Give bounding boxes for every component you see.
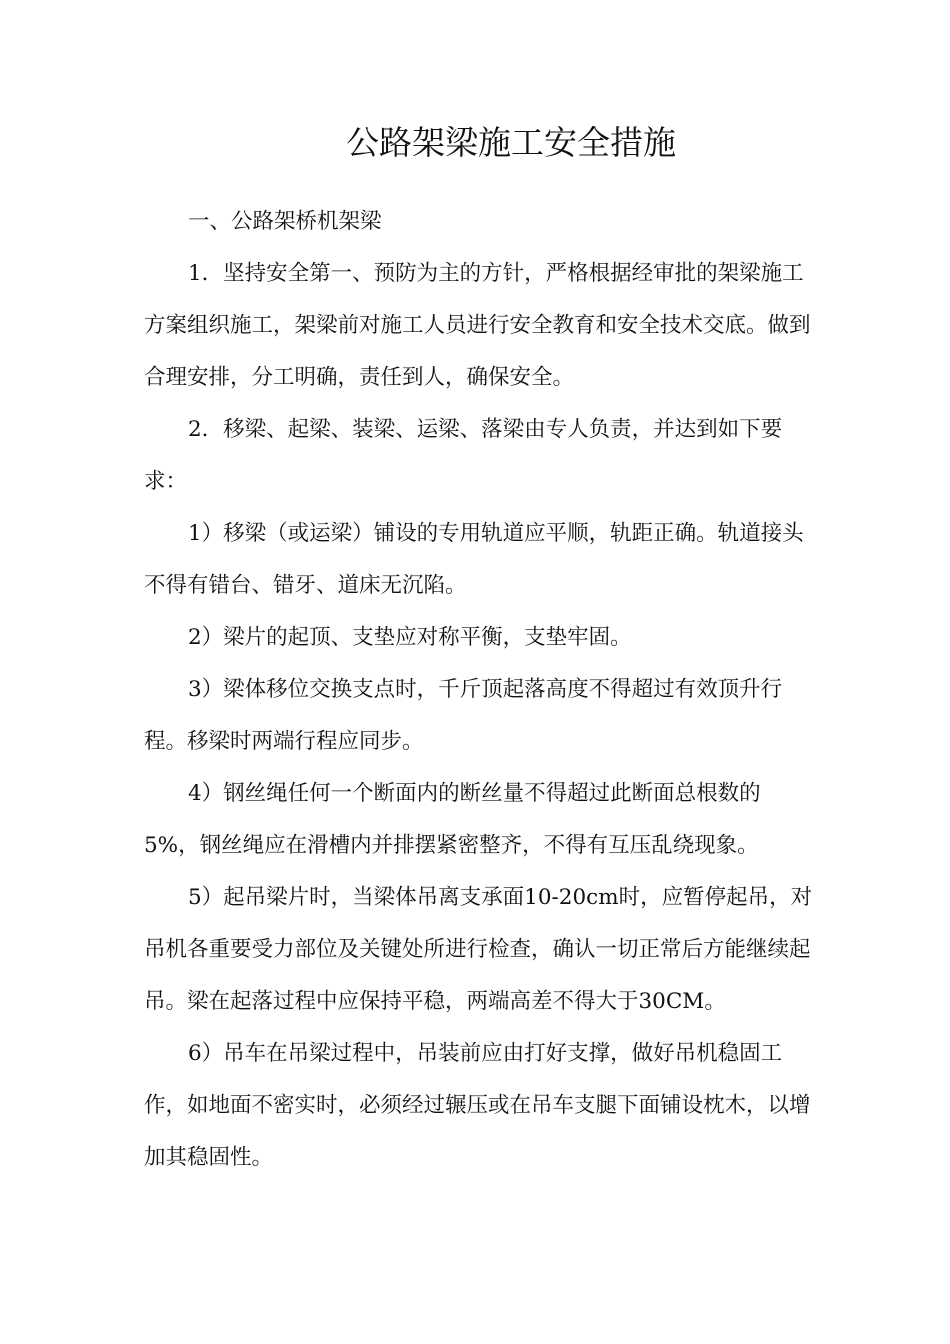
document-title: 公路架梁施工安全措施: [346, 123, 676, 162]
paragraph-7: 5）起吊梁片时，当梁体吊离支承面10-20cm时，应暂停起吊，对吊机各重要受力部位及关键处所进行检查，确认一切正常后方能继续起吊。梁在起落过程中应保持平稳，两端高差不得大于30CM。: [144, 885, 813, 1014]
document-body: [144, 196, 814, 1184]
paragraph-8: 6）吊车在吊梁过程中，吊装前应由打好支撑，做好吊机稳固工作，如地面不密实时，必须经过辗压或在吊车支腿下面铺设枕木，以增加其稳固性。: [144, 1041, 811, 1170]
paragraph-6: 4）钢丝绳任何一个断面内的断丝量不得超过此断面总根数的5%，钢丝绳应在滑槽内并排摆紧密整齐，不得有互压乱绕现象。: [144, 781, 761, 858]
paragraph-2: 2．移梁、起梁、装梁、运梁、落梁由专人负责，并达到如下要求：: [144, 417, 783, 494]
paragraph-5: 3）梁体移位交换支点时，千斤顶起落高度不得超过有效顶升行程。移梁时两端行程应同步。: [144, 677, 783, 754]
section-heading: 一、公路架桥机架梁: [188, 209, 382, 234]
paragraph-4: 2）梁片的起顶、支垫应对称平衡，支垫牢固。: [188, 625, 632, 650]
paragraph-3: 1）移梁（或运梁）铺设的专用轨道应平顺，轨距正确。轨道接头不得有错台、错牙、道床无沉陷。: [144, 521, 804, 598]
paragraph-1: 1．坚持安全第一、预防为主的方针，严格根据经审批的架梁施工方案组织施工，架梁前对施工人员进行安全教育和安全技术交底。做到合理安排，分工明确，责任到人，确保安全。: [144, 261, 811, 390]
